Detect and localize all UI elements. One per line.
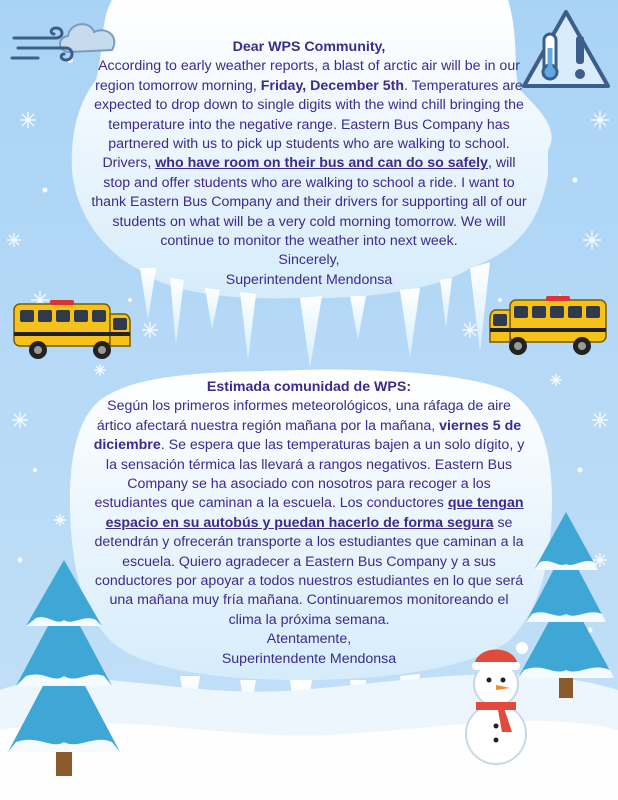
spanish-intro: Según los primeros informes meteorológicos, una ráfaga de aire ártico afectará nuestra región mañana por la mañana, <box>96 398 511 434</box>
english-closing-text: , will stop and offer students who are walking to school a ride. I want to thank Eastern Bus Company and their drivers for supporting all of our students on what will be a very cold morning tomorrow. We will continue to monitor the weather into next week. <box>91 155 527 250</box>
english-letter <box>0 38 618 290</box>
spanish-signature: Superintendente Mendonsa <box>221 650 397 667</box>
school-bus-icon <box>10 296 134 362</box>
english-greeting: Dear WPS Community, <box>232 39 386 55</box>
english-highlight: who have room on their bus and can do so safely <box>155 155 488 172</box>
spanish-body-main: . Se espera que las temperaturas bajen a un solo dígito, y la sensación térmica las llevará a rangos negativos. Eastern Bus Company se ha asociado con nosotros para recoger a los estudiantes que caminan a la escuela. Los conductores <box>94 437 525 512</box>
spanish-greeting: Estimada comunidad de WPS: <box>206 379 412 395</box>
spanish-letter <box>0 378 618 669</box>
spanish-closing-text: se detendrán y ofrecerán transporte a los estudiantes que caminan a la escuela. Quiero agradecer a Eastern Bus Company y a sus conductores por apoyar a todos nuestros estudiantes en lo que será una mañana muy fría mañana. Continuaremos monitoreando el clima la próxima semana. <box>94 514 524 628</box>
english-date: Friday, December 5th <box>260 77 405 94</box>
spanish-body <box>93 397 525 630</box>
english-body-main: . Temperatures are expected to drop down to single digits with the wind chill bringing the temperature into the negative range. Eastern Bus Company has partnered with us to pick up students who are walking to school. Drivers, <box>94 77 524 172</box>
english-intro: According to early weather reports, a blast of arctic air will be in our region tomorrow morning, <box>95 58 520 94</box>
spanish-highlight: que tengan espacio en su autobús y puedan hacerlo de forma segura <box>105 495 524 531</box>
english-signoff: Sincerely, <box>278 252 340 269</box>
spanish-date: viernes 5 de diciembre <box>93 417 522 454</box>
spanish-signoff: Atentamente, <box>266 631 352 648</box>
english-signature: Superintendent Mendonsa <box>225 271 393 288</box>
school-bus-icon <box>486 292 610 358</box>
english-body <box>89 57 529 251</box>
